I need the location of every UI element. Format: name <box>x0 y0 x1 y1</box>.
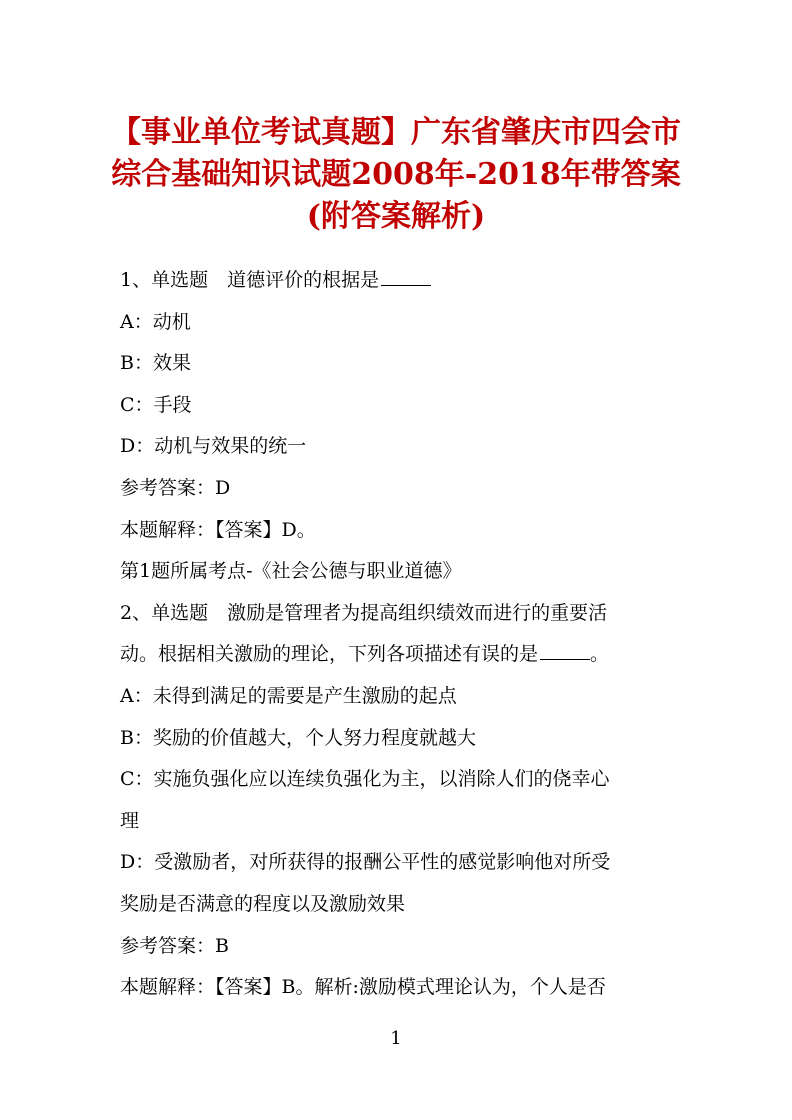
question-2-option-d-line-2: 奖励是否满意的程度以及激励效果 <box>120 892 406 915</box>
question-2-stem-line-2: 动。根据相关激励的理论，下列各项描述有误的是 。 <box>120 634 680 676</box>
question-2-option-c-line-2: 理 <box>120 809 140 832</box>
question-2-explanation: 本题解释：【答案】B。解析:激励模式理论认为，个人是否 <box>120 976 606 999</box>
question-1-topic: 第1题所属考点-《社会公德与职业道德》 <box>120 560 462 583</box>
question-1-option-d: D：动机与效果的统一 <box>120 435 307 458</box>
question-2-answer: 参考答案：B <box>120 934 229 957</box>
title-line-3: (附答案解析) <box>306 199 486 234</box>
question-2-stem-line-1: 2、单选题 激励是管理者为提高组织绩效而进行的重要活 <box>120 601 608 624</box>
question-2-option-a: A：未得到满足的需要是产生激励的起点 <box>120 684 457 707</box>
question-1-option-a: A：动机 <box>120 310 191 333</box>
question-1-answer: 参考答案：D <box>120 476 231 499</box>
answer-blank <box>540 639 590 660</box>
question-1-option-c: C：手段 <box>120 393 192 416</box>
question-1-option-b: B：效果 <box>120 352 191 375</box>
question-2-option-d-line-1: D：受激励者，对所获得的报酬公平性的感觉影响他对所受 <box>120 851 611 874</box>
answer-blank <box>381 265 431 286</box>
title-line-1: 【事业单位考试真题】广东省肇庆市四会市 <box>111 115 681 150</box>
title-line-2: 综合基础知识试题2008年-2018年带答案 <box>111 157 681 192</box>
document-body <box>120 260 680 1009</box>
question-2-option-c-line-1: C：实施负强化应以连续负强化为主，以消除人们的侥幸心 <box>120 768 610 791</box>
document-title <box>0 112 792 238</box>
question-1-stem: 1、单选题 道德评价的根据是 <box>120 260 680 302</box>
page-number: 1 <box>390 1028 402 1049</box>
question-2-option-b: B：奖励的价值越大，个人努力程度就越大 <box>120 726 476 749</box>
question-1-explanation: 本题解释：【答案】D。 <box>120 518 316 541</box>
